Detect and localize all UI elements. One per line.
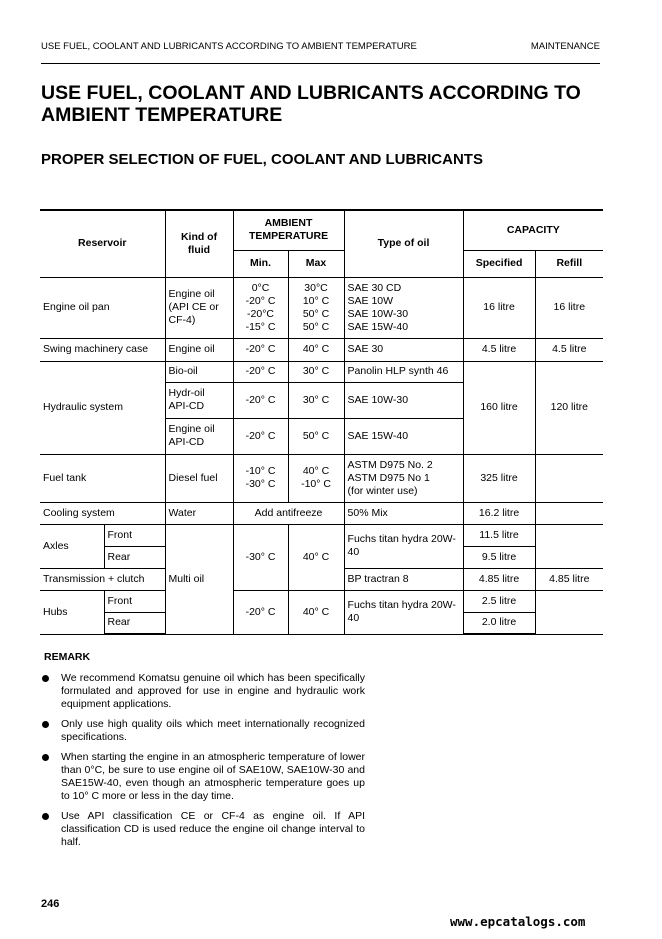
header-divider xyxy=(41,63,600,64)
oil-type-cell: SAE 30 CD SAE 10W SAE 10W-30 SAE 15W-40 xyxy=(344,277,463,338)
oil-type-cell: ASTM D975 No. 2 ASTM D975 No 1 (for winter use) xyxy=(344,454,463,502)
list-item: We recommend Komatsu genuine oil which has been specifically formulated and approved for use in engine and hydraulic work equipment applications. xyxy=(41,672,365,711)
header-capacity: CAPACITY xyxy=(463,210,603,250)
reservoir-cell: Transmission + clutch xyxy=(40,568,165,590)
specified-capacity-cell: 2.5 litre xyxy=(463,590,535,612)
specified-capacity-cell: 9.5 litre xyxy=(463,546,535,568)
header-ambient-temperature: AMBIENT TEMPERATURE xyxy=(233,210,344,250)
fluid-cell: Engine oil (API CE or CF-4) xyxy=(165,277,233,338)
oil-type-cell: SAE 10W-30 xyxy=(344,382,463,418)
min-temp-cell: -10° C -30° C xyxy=(233,454,288,502)
page-title: USE FUEL, COOLANT AND LUBRICANTS ACCORDING TO AMBIENT TEMPERATURE xyxy=(41,82,581,126)
max-temp-cell: 40° C -10° C xyxy=(288,454,344,502)
remark-heading: REMARK xyxy=(44,651,91,663)
max-temp-cell: 30° C xyxy=(288,382,344,418)
lubricant-table xyxy=(40,209,603,635)
table-row xyxy=(40,361,603,382)
position-cell: Front xyxy=(104,590,165,612)
min-temp-cell: -20° C xyxy=(233,361,288,382)
refill-capacity-cell xyxy=(535,524,603,568)
watermark: www.epcatalogs.com xyxy=(450,914,586,929)
refill-capacity-cell: 4.5 litre xyxy=(535,338,603,361)
section-label: MAINTENANCE xyxy=(530,41,600,52)
max-temp-cell: 30°C 10° C 50° C 50° C xyxy=(288,277,344,338)
table-row xyxy=(40,502,603,524)
table-row xyxy=(40,277,603,338)
reservoir-cell: Cooling system xyxy=(40,502,165,524)
reservoir-cell: Hubs xyxy=(40,590,104,634)
oil-type-cell: 50% Mix xyxy=(344,502,463,524)
fluid-cell: Diesel fuel xyxy=(165,454,233,502)
bullet-icon xyxy=(42,721,49,728)
min-temp-cell: 0°C -20° C -20°C -15° C xyxy=(233,277,288,338)
refill-capacity-cell xyxy=(535,590,603,634)
specified-capacity-cell: 16.2 litre xyxy=(463,502,535,524)
ambient-note-cell: Add antifreeze xyxy=(233,502,344,524)
header-min: Min. xyxy=(233,250,288,277)
max-temp-cell: 30° C xyxy=(288,361,344,382)
min-temp-cell: -30° C xyxy=(233,524,288,590)
fluid-cell: Water xyxy=(165,502,233,524)
specified-capacity-cell: 4.5 litre xyxy=(463,338,535,361)
reservoir-cell: Engine oil pan xyxy=(40,277,165,338)
fluid-cell: Bio-oil xyxy=(165,361,233,382)
oil-type-cell: Fuchs titan hydra 20W-40 xyxy=(344,524,463,568)
bullet-icon xyxy=(42,675,49,682)
specified-capacity-cell: 11.5 litre xyxy=(463,524,535,546)
refill-capacity-cell: 4.85 litre xyxy=(535,568,603,590)
oil-type-cell: SAE 15W-40 xyxy=(344,418,463,454)
list-item: Only use high quality oils which meet internationally recognized specifications. xyxy=(41,718,365,744)
position-cell: Front xyxy=(104,524,165,546)
table-row xyxy=(40,338,603,361)
header-kind-of-fluid: Kind of fluid xyxy=(165,210,233,277)
reservoir-cell: Fuel tank xyxy=(40,454,165,502)
specified-capacity-cell: 16 litre xyxy=(463,277,535,338)
fluid-cell: Hydr-oil API-CD xyxy=(165,382,233,418)
oil-type-cell: Panolin HLP synth 46 xyxy=(344,361,463,382)
header-reservoir: Reservoir xyxy=(40,210,165,277)
min-temp-cell: -20° C xyxy=(233,382,288,418)
max-temp-cell: 40° C xyxy=(288,524,344,590)
header-specified: Specified xyxy=(463,250,535,277)
section-subtitle: PROPER SELECTION OF FUEL, COOLANT AND LUBRICANTS xyxy=(41,151,483,168)
refill-capacity-cell xyxy=(535,502,603,524)
min-temp-cell: -20° C xyxy=(233,590,288,634)
max-temp-cell: 40° C xyxy=(288,338,344,361)
specified-capacity-cell: 2.0 litre xyxy=(463,612,535,634)
header-type-of-oil: Type of oil xyxy=(344,210,463,277)
reservoir-cell: Axles xyxy=(40,524,104,568)
max-temp-cell: 50° C xyxy=(288,418,344,454)
reservoir-cell: Swing machinery case xyxy=(40,338,165,361)
page-number: 246 xyxy=(41,898,60,910)
refill-capacity-cell xyxy=(535,454,603,502)
table-row xyxy=(40,590,603,612)
max-temp-cell: 40° C xyxy=(288,590,344,634)
fluid-cell: Engine oil xyxy=(165,338,233,361)
refill-capacity-cell: 16 litre xyxy=(535,277,603,338)
remark-list xyxy=(41,672,365,856)
min-temp-cell: -20° C xyxy=(233,418,288,454)
reservoir-cell: Hydraulic system xyxy=(40,361,165,454)
position-cell: Rear xyxy=(104,612,165,634)
bullet-icon xyxy=(42,754,49,761)
specified-capacity-cell: 160 litre xyxy=(463,361,535,454)
table-row xyxy=(40,454,603,502)
oil-type-cell: Fuchs titan hydra 20W-40 xyxy=(344,590,463,634)
table-row xyxy=(40,524,603,546)
list-item: When starting the engine in an atmospheric temperature of lower than 0°C, be sure to use engine oil of SAE10W, SAE10W-30 and SAE15W-40, even though an atmospheric temperature goes up to 10° C more or less in the day time. xyxy=(41,751,365,803)
oil-type-cell: BP tractran 8 xyxy=(344,568,463,590)
specified-capacity-cell: 325 litre xyxy=(463,454,535,502)
header-max: Max xyxy=(288,250,344,277)
running-header: USE FUEL, COOLANT AND LUBRICANTS ACCORDING TO AMBIENT TEMPERATURE xyxy=(41,41,417,52)
position-cell: Rear xyxy=(104,546,165,568)
fluid-cell: Engine oil API-CD xyxy=(165,418,233,454)
bullet-icon xyxy=(42,813,49,820)
header-refill: Refill xyxy=(535,250,603,277)
min-temp-cell: -20° C xyxy=(233,338,288,361)
list-item: Use API classification CE or CF-4 as engine oil. If API classification CD is used reduce the engine oil change interval to half. xyxy=(41,810,365,849)
specified-capacity-cell: 4.85 litre xyxy=(463,568,535,590)
fluid-cell: Multi oil xyxy=(165,524,233,634)
refill-capacity-cell: 120 litre xyxy=(535,361,603,454)
oil-type-cell: SAE 30 xyxy=(344,338,463,361)
